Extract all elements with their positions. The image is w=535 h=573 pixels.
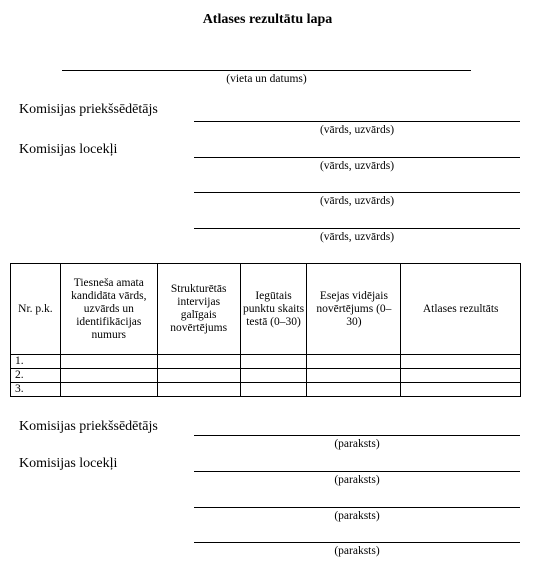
member-signature-line-2 bbox=[194, 507, 520, 508]
place-date-line bbox=[62, 70, 471, 71]
row-number: 1. bbox=[11, 355, 61, 369]
table-row bbox=[11, 383, 521, 397]
member-name-line-2 bbox=[194, 192, 520, 193]
chair-signature-line bbox=[194, 435, 520, 436]
member-signature-line-3 bbox=[194, 542, 520, 543]
table-cell[interactable] bbox=[401, 355, 521, 369]
table-cell[interactable] bbox=[240, 383, 307, 397]
table-cell[interactable] bbox=[401, 369, 521, 383]
signature-chair-label: Komisijas priekšsēdētājs bbox=[19, 419, 158, 434]
row-number: 3. bbox=[11, 383, 61, 397]
table-header-row bbox=[11, 264, 521, 355]
table-cell[interactable] bbox=[307, 369, 401, 383]
table-cell[interactable] bbox=[157, 355, 240, 369]
table-cell[interactable] bbox=[157, 369, 240, 383]
row-number: 2. bbox=[11, 369, 61, 383]
member-signature-caption-1: (paraksts) bbox=[334, 474, 380, 486]
table-cell[interactable] bbox=[157, 383, 240, 397]
member-signature-line-1 bbox=[194, 471, 520, 472]
table-row bbox=[11, 355, 521, 369]
members-label: Komisijas locekļi bbox=[19, 142, 118, 157]
table-cell[interactable] bbox=[240, 369, 307, 383]
place-date-caption: (vieta un datums) bbox=[226, 73, 307, 85]
chair-name-caption: (vārds, uzvārds) bbox=[319, 124, 395, 136]
header-candidate: Tiesneša amata kandidāta vārds, uzvārds un identifikācijas numurs bbox=[60, 264, 157, 355]
chair-signature-caption: (paraksts) bbox=[334, 438, 380, 450]
member-signature-caption-3: (paraksts) bbox=[334, 545, 380, 557]
header-test-score: Iegūtais punktu skaits testā (0–30) bbox=[240, 264, 307, 355]
document-title: Atlases rezultātu lapa bbox=[202, 12, 333, 27]
header-essay-score: Esejas vidējais novērtējums (0–30) bbox=[307, 264, 401, 355]
table-row bbox=[11, 369, 521, 383]
table-cell[interactable] bbox=[60, 355, 157, 369]
table-cell[interactable] bbox=[401, 383, 521, 397]
table-cell[interactable] bbox=[307, 355, 401, 369]
member-name-caption-1: (vārds, uzvārds) bbox=[319, 160, 395, 172]
member-signature-caption-2: (paraksts) bbox=[334, 510, 380, 522]
member-name-line-1 bbox=[194, 157, 520, 158]
chair-name-line bbox=[194, 121, 520, 122]
header-interview: Strukturētās intervijas galīgais novērtējums bbox=[157, 264, 240, 355]
table-cell[interactable] bbox=[60, 369, 157, 383]
header-nr: Nr. p.k. bbox=[11, 264, 61, 355]
header-result: Atlases rezultāts bbox=[401, 264, 521, 355]
member-name-caption-3: (vārds, uzvārds) bbox=[319, 231, 395, 243]
table-cell[interactable] bbox=[307, 383, 401, 397]
member-name-line-3 bbox=[194, 228, 520, 229]
chair-label: Komisijas priekšsēdētājs bbox=[19, 102, 158, 117]
table-cell[interactable] bbox=[240, 355, 307, 369]
signature-members-label: Komisijas locekļi bbox=[19, 456, 118, 471]
member-name-caption-2: (vārds, uzvārds) bbox=[319, 195, 395, 207]
results-table bbox=[10, 263, 521, 397]
table-cell[interactable] bbox=[60, 383, 157, 397]
